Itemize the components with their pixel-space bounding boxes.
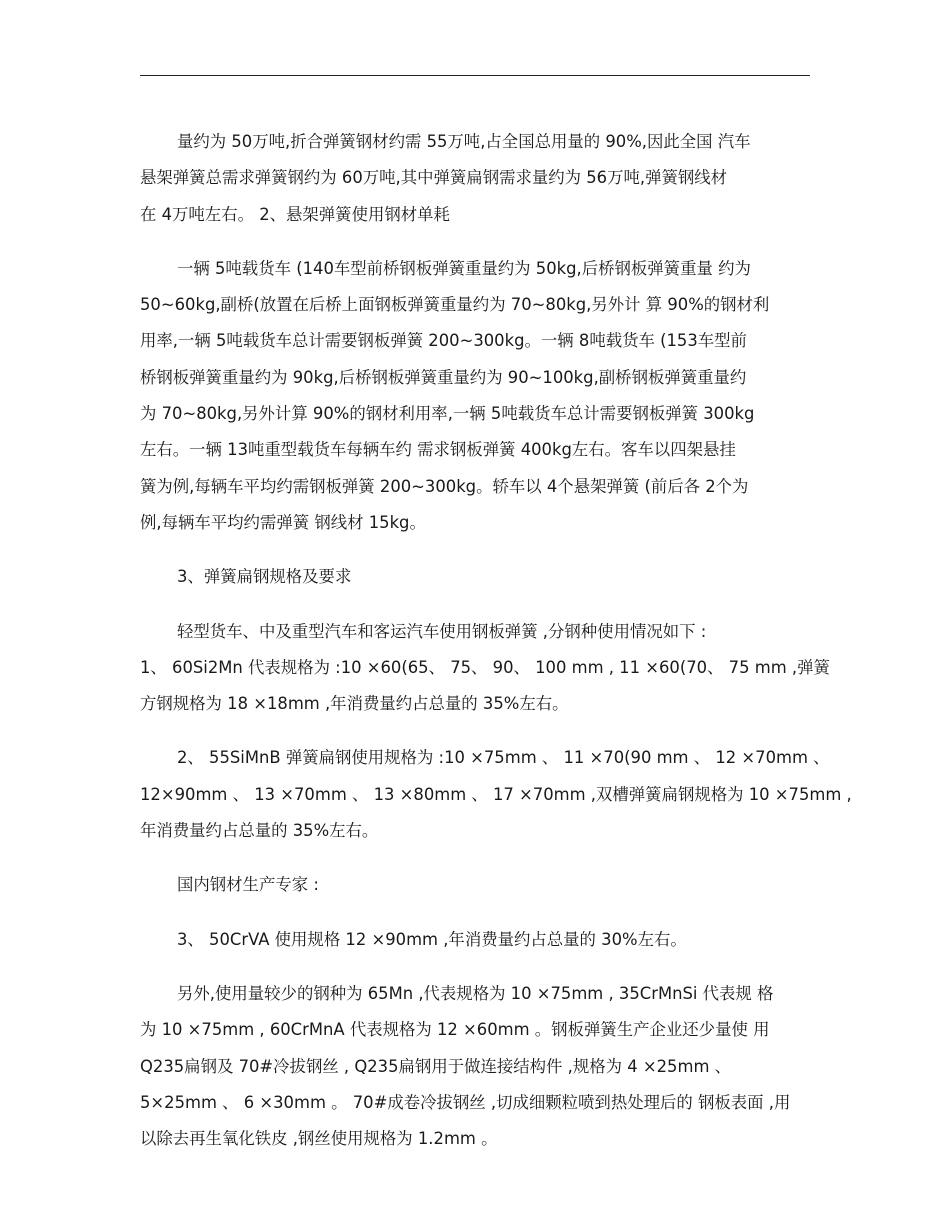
text-line: 方钢规格为 18 ×18mm ,年消费量约占总量的 35%左右。 (140, 694, 569, 714)
text-line: 50~60kg,副桥(放置在后桥上面钢板弹簧重量约为 70~80kg,另外计 算 90%的钢材利 (140, 295, 770, 315)
text-line: 一辆 5吨载货车 (140车型前桥钢板弹簧重量约为 50kg,后桥钢板弹簧重量 约为 (177, 258, 751, 278)
paragraph-unit-consumption (140, 251, 810, 541)
text-line: 悬架弹簧总需求弹簧钢约为 60万吨,其中弹簧扁钢需求量约为 56万吨,弹簧钢线材 (140, 168, 728, 188)
text-line: Q235扁钢及 70#冷拔钢丝 , Q235扁钢用于做连接结构件 ,规格为 4 ×25mm 、 (140, 1056, 732, 1076)
paragraph-other-steels (140, 976, 810, 1157)
text-line: 为 10 ×75mm , 60CrMnA 代表规格为 12 ×60mm 。钢板弹簧生产企业还少量使 用 (140, 1020, 770, 1040)
text-line: 5×25mm 、 6 ×30mm 。 70#成卷冷拔钢丝 ,切成细颗粒喷到热处理后的 钢板表面 ,用 (140, 1092, 791, 1112)
text-line: 为 70~80kg,另外计算 90%的钢材利用率,一辆 5吨载货车总计需要钢板弹簧 300kg (140, 404, 755, 424)
text-line: 桥钢板弹簧重量约为 90kg,后桥钢板弹簧重量约为 90~100kg,副桥钢板弹簧重量约 (140, 367, 747, 387)
text-line: 3、弹簧扁钢规格及要求 (177, 567, 352, 587)
text-line: 以除去再生氧化铁皮 ,钢丝使用规格为 1.2mm 。 (140, 1129, 498, 1149)
text-line: 轻型货车、中及重型汽车和客运汽车使用钢板弹簧 ,分钢种使用情况如下 : (177, 621, 707, 641)
text-line: 量约为 50万吨,折合弹簧钢材约需 55万吨,占全国总用量的 90%,因此全国 汽车 (177, 132, 751, 151)
document-body (140, 124, 852, 1175)
text-line: 2、 55SiMnB 弹簧扁钢使用规格为 :10 ×75mm 、 11 ×70(90 mm 、 12 ×70mm 、 (177, 748, 830, 768)
text-line: 簧为例,每辆车平均约需钢板弹簧 200~300kg。轿车以 4个悬架弹簧 (前后各 2个为 (140, 476, 749, 496)
text-line: 另外,使用量较少的钢种为 65Mn ,代表规格为 10 ×75mm , 35CrMnSi 代表规 格 (177, 983, 774, 1003)
paragraph-consumption (140, 124, 810, 233)
text-line: 1、 60Si2Mn 代表规格为 :10 ×60(65、 75、 90、 100 mm , 11 ×60(70、 75 mm ,弹簧 (140, 657, 830, 677)
text-line: 例,每辆车平均约需弹簧 钢线材 15kg。 (140, 512, 426, 532)
text-line: 12×90mm 、 13 ×70mm 、 13 ×80mm 、 17 ×70mm ,双槽弹簧扁钢规格为 10 ×75mm , (140, 784, 852, 804)
paragraph-intro (140, 614, 810, 650)
text-line: 左右。一辆 13吨重型载货车每辆车约 需求钢板弹簧 400kg左右。客车以四架悬挂 (140, 440, 736, 460)
text-line: 国内钢材生产专家 : (177, 875, 319, 895)
list-item-60si2mn (140, 650, 830, 723)
header-rule (140, 75, 810, 76)
section-heading (140, 559, 810, 595)
text-line: 3、 50CrVA 使用规格 12 ×90mm ,年消费量约占总量的 30%左右。 (177, 929, 687, 949)
list-item-50crva (140, 922, 810, 958)
text-line: 在 4万吨左右。 2、悬架弹簧使用钢材单耗 (140, 204, 450, 224)
text-line: 年消费量约占总量的 35%左右。 (140, 821, 379, 841)
paragraph-experts (140, 867, 810, 903)
list-item-55simnb (140, 740, 852, 849)
text-line: 用率,一辆 5吨载货车总计需要钢板弹簧 200~300kg。一辆 8吨载货车 (153车型前 (140, 331, 747, 351)
